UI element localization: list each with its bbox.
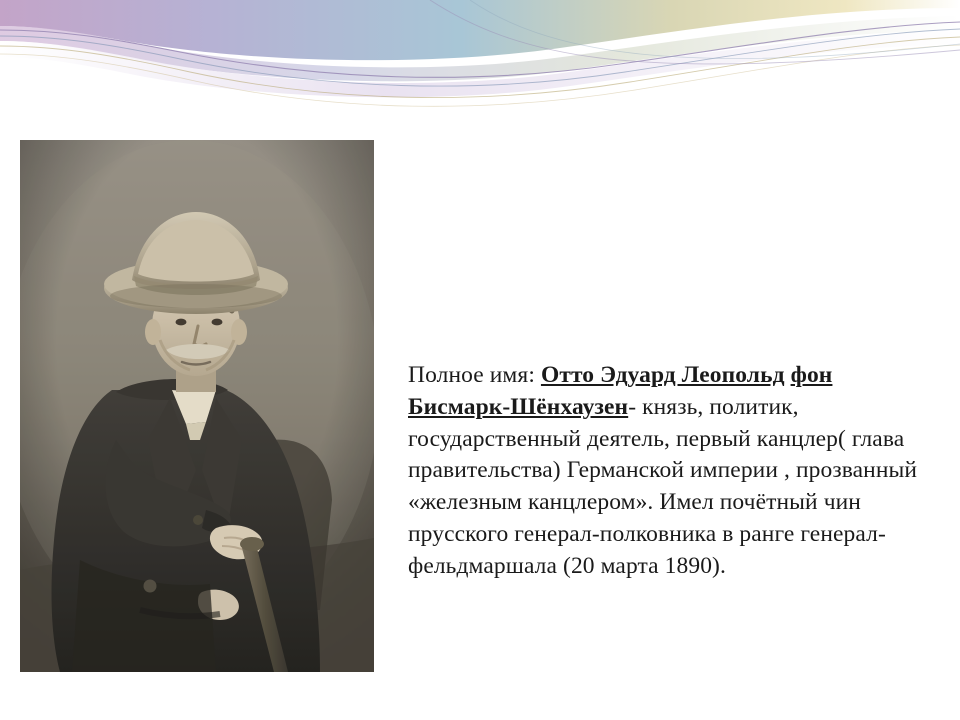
full-name-bold-part2: фон Бисмарк-Шёнхаузен — [408, 362, 833, 420]
full-name-bold-part1: Отто Эдуард Леопольд — [540, 362, 785, 388]
full-name-label: Полное имя: — [408, 362, 535, 388]
portrait-otto-von-bismarck — [20, 140, 374, 672]
dash-separator: - — [628, 393, 637, 420]
ribbon-swoosh-decoration — [0, 0, 960, 110]
biography-text: князь, политик, государственный деятель, первый канцлер( глава правительства) Германской империи , прозванный «железным канцлером». Имел почётный чин прусского генерал-полковника в ранге генерал-фельдмаршала (20 марта 1890). — [408, 393, 918, 579]
description-text-block — [408, 360, 936, 583]
portrait-image-frame — [20, 140, 374, 672]
